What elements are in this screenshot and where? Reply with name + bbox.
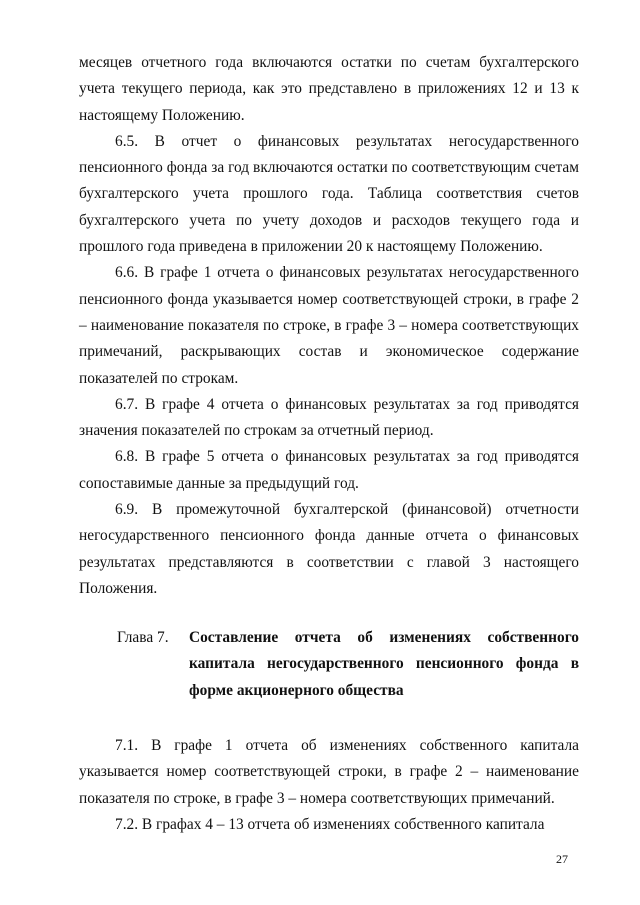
page-number: 27 — [556, 852, 568, 866]
paragraph-6-6: 6.6. В графе 1 отчета о финансовых результатах негосударственного пенсионного фонда указывается номер соответствующей строки, в графе 2 – наименование показателя по строке, в графе 3 – номера соответствующих примечаний, раскрывающих состав и экономическое содержание показателей по строкам. — [79, 264, 579, 387]
paragraph-6-8: 6.8. В графе 5 отчета о финансовых результатах за год приводятся сопоставимые данные за предыдущий год. — [79, 448, 579, 492]
body-text-upper — [79, 50, 579, 602]
chapter-title: Составление отчета об изменениях собственного капитала негосударственного пенсионного фонда в форме акционерного общества — [189, 629, 579, 699]
body-text-lower — [79, 733, 579, 838]
paragraph-continuation: месяцев отчетного года включаются остатки по счетам бухгалтерского учета текущего периода, как это представлено в приложениях 12 и 13 к настоящему Положению. — [79, 54, 579, 124]
paragraph-6-7: 6.7. В графе 4 отчета о финансовых результатах за год приводятся значения показателей по строкам за отчетный период. — [79, 395, 579, 440]
paragraph-6-9: 6.9. В промежуточной бухгалтерской (финансовой) отчетности негосударственного пенсионного фонда данные отчета о финансовых результатах представляются в соответствии с главой 3 настоящего Положения. — [79, 501, 579, 597]
paragraph-7-1: 7.1. В графе 1 отчета об изменениях собственного капитала указывается номер соответствующей строки, в графе 2 – наименование показателя по строке, в графе 3 – номера соответствующих примечаний. — [79, 737, 579, 807]
paragraph-6-5: 6.5. В отчет о финансовых результатах негосударственного пенсионного фонда за год включаются остатки по соответствующим счетам бухгалтерского учета прошлого года. Таблица соответствия счетов бухгалтерского учета по учету доходов и расходов текущего года и прошлого года приведена в приложении 20 к настоящему Положению. — [79, 132, 579, 256]
chapter-number: Глава 7. — [117, 629, 169, 646]
paragraph-7-2: 7.2. В графах 4 – 13 отчета об изменениях собственного капитала — [115, 815, 545, 833]
